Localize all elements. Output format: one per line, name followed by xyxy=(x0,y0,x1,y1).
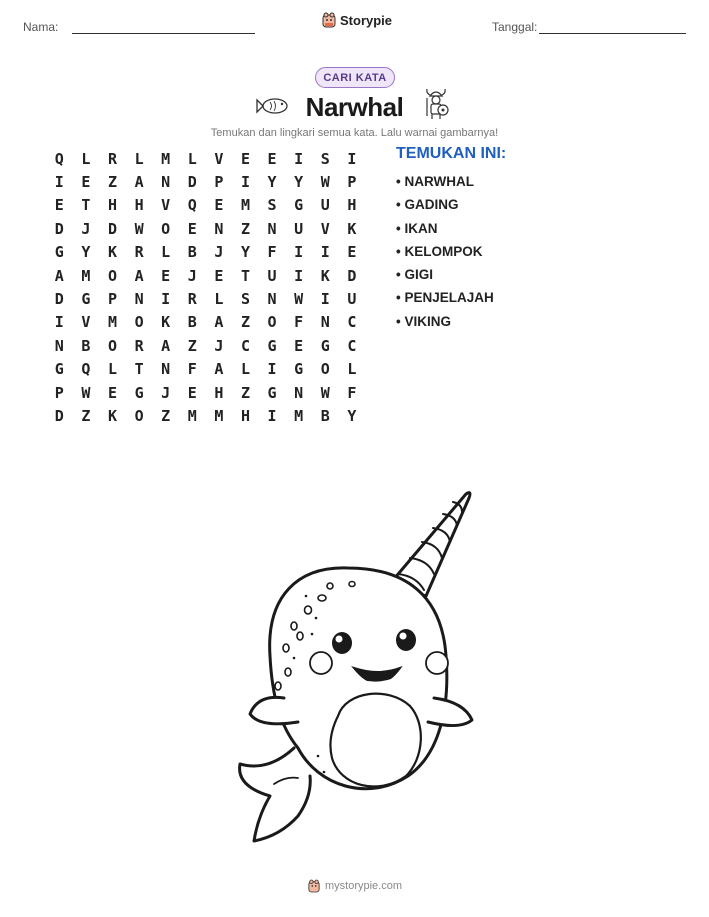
grid-cell[interactable]: J xyxy=(81,219,91,238)
grid-cell[interactable]: E xyxy=(81,173,91,192)
category-badge: CARI KATA xyxy=(315,67,395,88)
grid-cell[interactable]: L xyxy=(161,243,171,262)
grid-cell[interactable]: K xyxy=(107,406,117,425)
grid-cell[interactable]: G xyxy=(134,383,144,402)
grid-cell[interactable]: D xyxy=(107,219,117,238)
grid-cell[interactable]: H xyxy=(107,196,117,215)
grid-cell[interactable]: O xyxy=(134,406,144,425)
grid-cell[interactable]: O xyxy=(107,336,117,355)
grid-cell[interactable]: Y xyxy=(267,173,277,192)
grid-cell[interactable]: O xyxy=(267,313,277,332)
grid-cell[interactable]: H xyxy=(214,383,224,402)
grid-cell[interactable]: N xyxy=(214,219,224,238)
grid-cell[interactable]: Y xyxy=(347,406,357,425)
word-list-item: • GIGI xyxy=(396,263,494,286)
grid-cell[interactable]: Z xyxy=(81,406,91,425)
grid-cell[interactable]: G xyxy=(54,360,64,379)
word-list-item: • IKAN xyxy=(396,217,494,240)
grid-cell[interactable]: D xyxy=(54,290,64,309)
grid-cell[interactable]: A xyxy=(214,313,224,332)
grid-cell[interactable]: I xyxy=(161,290,171,309)
grid-cell[interactable]: T xyxy=(240,266,250,285)
grid-cell[interactable]: K xyxy=(347,219,357,238)
word-list-item: • PENJELAJAH xyxy=(396,286,494,309)
grid-cell[interactable]: L xyxy=(187,149,197,168)
grid-cell[interactable]: V xyxy=(320,219,330,238)
grid-cell[interactable]: G xyxy=(320,336,330,355)
grid-cell[interactable]: E xyxy=(214,196,224,215)
grid-cell[interactable]: E xyxy=(54,196,64,215)
grid-cell[interactable]: D xyxy=(347,266,357,285)
grid-cell[interactable]: N xyxy=(161,360,171,379)
grid-cell[interactable]: Q xyxy=(187,196,197,215)
grid-cell[interactable]: L xyxy=(347,360,357,379)
grid-cell[interactable]: L xyxy=(81,149,91,168)
grid-cell[interactable]: V xyxy=(214,149,224,168)
narwhal-coloring-illustration[interactable] xyxy=(228,486,478,856)
grid-cell[interactable]: E xyxy=(347,243,357,262)
word-list-item: • KELOMPOK xyxy=(396,240,494,263)
grid-cell[interactable]: M xyxy=(187,406,197,425)
grid-cell[interactable]: C xyxy=(347,313,357,332)
grid-cell[interactable]: Z xyxy=(240,383,250,402)
grid-cell[interactable]: T xyxy=(81,196,91,215)
grid-cell[interactable]: O xyxy=(107,266,117,285)
page-title: Narwhal xyxy=(305,92,404,122)
grid-cell[interactable]: F xyxy=(347,383,357,402)
footer xyxy=(308,879,402,893)
grid-cell[interactable]: M xyxy=(240,196,250,215)
grid-cell[interactable]: G xyxy=(267,336,277,355)
grid-cell[interactable]: I xyxy=(54,313,64,332)
grid-cell[interactable]: Z xyxy=(240,219,250,238)
brand-logo xyxy=(322,12,392,28)
grid-cell[interactable]: R xyxy=(107,149,117,168)
grid-cell[interactable]: Q xyxy=(54,149,64,168)
grid-cell[interactable]: D xyxy=(54,219,64,238)
grid-cell[interactable]: J xyxy=(187,266,197,285)
grid-cell[interactable]: G xyxy=(294,360,304,379)
grid-cell[interactable]: I xyxy=(294,266,304,285)
grid-cell[interactable]: Z xyxy=(187,336,197,355)
grid-cell[interactable]: J xyxy=(161,383,171,402)
grid-cell[interactable]: A xyxy=(134,173,144,192)
grid-cell[interactable]: U xyxy=(347,290,357,309)
grid-cell[interactable]: K xyxy=(107,243,117,262)
grid-cell[interactable]: B xyxy=(320,406,330,425)
grid-cell[interactable]: Z xyxy=(240,313,250,332)
grid-cell[interactable]: D xyxy=(54,406,64,425)
word-list-item: • VIKING xyxy=(396,310,494,333)
grid-cell[interactable]: B xyxy=(187,313,197,332)
word-list-item: • GADING xyxy=(396,193,494,216)
grid-cell[interactable]: E xyxy=(214,266,224,285)
grid-cell[interactable]: D xyxy=(187,173,197,192)
grid-cell[interactable]: G xyxy=(294,196,304,215)
grid-cell[interactable]: A xyxy=(161,336,171,355)
grid-cell[interactable]: S xyxy=(267,196,277,215)
grid-cell[interactable]: V xyxy=(161,196,171,215)
grid-cell[interactable]: B xyxy=(187,243,197,262)
word-list-item: • NARWHAL xyxy=(396,170,494,193)
grid-cell[interactable]: M xyxy=(214,406,224,425)
word-list-title: TEMUKAN INI: xyxy=(396,145,507,162)
grid-cell[interactable]: N xyxy=(161,173,171,192)
grid-cell[interactable]: E xyxy=(294,336,304,355)
grid-cell[interactable]: G xyxy=(54,243,64,262)
grid-cell[interactable]: O xyxy=(320,360,330,379)
grid-cell[interactable]: H xyxy=(347,196,357,215)
grid-cell[interactable]: Z xyxy=(161,406,171,425)
grid-cell[interactable]: N xyxy=(267,290,277,309)
grid-cell[interactable]: O xyxy=(161,219,171,238)
grid-cell[interactable]: I xyxy=(240,173,250,192)
grid-cell[interactable]: T xyxy=(134,360,144,379)
grid-cell[interactable]: C xyxy=(347,336,357,355)
grid-cell[interactable]: I xyxy=(267,406,277,425)
grid-cell[interactable]: G xyxy=(267,383,277,402)
grid-cell[interactable]: M xyxy=(294,406,304,425)
grid-cell[interactable]: J xyxy=(214,336,224,355)
grid-cell[interactable]: S xyxy=(240,290,250,309)
grid-cell[interactable]: L xyxy=(214,290,224,309)
grid-cell[interactable]: M xyxy=(107,313,117,332)
grid-cell[interactable]: S xyxy=(320,149,330,168)
grid-cell[interactable]: W xyxy=(294,290,304,309)
grid-cell[interactable]: U xyxy=(320,196,330,215)
grid-cell[interactable]: Y xyxy=(81,243,91,262)
grid-cell[interactable]: L xyxy=(107,360,117,379)
date-label: Tanggal: xyxy=(492,20,538,34)
grid-cell[interactable]: N xyxy=(320,313,330,332)
grid-cell[interactable]: J xyxy=(214,243,224,262)
grid-cell[interactable]: A xyxy=(134,266,144,285)
grid-cell[interactable]: I xyxy=(347,149,357,168)
grid-cell[interactable]: U xyxy=(294,219,304,238)
grid-cell[interactable]: W xyxy=(134,219,144,238)
grid-cell[interactable]: B xyxy=(81,336,91,355)
grid-cell[interactable]: I xyxy=(320,243,330,262)
grid-cell[interactable]: Y xyxy=(240,243,250,262)
grid-cell[interactable]: E xyxy=(267,149,277,168)
grid-cell[interactable]: I xyxy=(267,360,277,379)
grid-cell[interactable]: L xyxy=(134,149,144,168)
word-search-grid[interactable] xyxy=(46,147,365,428)
grid-cell[interactable]: E xyxy=(161,266,171,285)
grid-cell[interactable]: F xyxy=(294,313,304,332)
grid-cell[interactable]: K xyxy=(320,266,330,285)
grid-cell[interactable]: A xyxy=(214,360,224,379)
brand-name: Storypie xyxy=(340,12,393,28)
name-line[interactable] xyxy=(72,33,255,34)
grid-cell[interactable]: W xyxy=(320,383,330,402)
grid-cell[interactable]: E xyxy=(240,149,250,168)
grid-cell[interactable]: M xyxy=(81,266,91,285)
grid-cell[interactable]: V xyxy=(81,313,91,332)
grid-cell[interactable]: E xyxy=(187,383,197,402)
name-label: Nama: xyxy=(23,20,59,34)
instruction-text: Temukan dan lingkari semua kata. Lalu warnai gambarnya! xyxy=(210,127,499,139)
grid-cell[interactable]: Y xyxy=(294,173,304,192)
grid-cell[interactable]: I xyxy=(54,173,64,192)
grid-cell[interactable]: P xyxy=(347,173,357,192)
grid-cell[interactable]: I xyxy=(294,149,304,168)
grid-cell[interactable]: I xyxy=(294,243,304,262)
grid-cell[interactable]: P xyxy=(107,290,117,309)
grid-cell[interactable]: P xyxy=(54,383,64,402)
grid-cell[interactable]: N xyxy=(134,290,144,309)
grid-cell[interactable]: Q xyxy=(81,360,91,379)
grid-cell[interactable]: R xyxy=(134,243,144,262)
grid-cell[interactable]: H xyxy=(240,406,250,425)
grid-cell[interactable]: L xyxy=(240,360,250,379)
grid-cell[interactable]: M xyxy=(161,149,171,168)
grid-cell[interactable]: F xyxy=(267,243,277,262)
grid-cell[interactable]: Z xyxy=(107,173,117,192)
grid-cell[interactable]: U xyxy=(267,266,277,285)
grid-cell[interactable]: K xyxy=(161,313,171,332)
grid-cell[interactable]: E xyxy=(187,219,197,238)
grid-cell[interactable]: P xyxy=(214,173,224,192)
grid-cell[interactable]: R xyxy=(134,336,144,355)
storypie-footer-icon xyxy=(308,879,320,893)
grid-cell[interactable]: F xyxy=(187,360,197,379)
grid-cell[interactable]: H xyxy=(134,196,144,215)
grid-cell[interactable]: W xyxy=(81,383,91,402)
grid-cell[interactable]: N xyxy=(54,336,64,355)
date-line[interactable] xyxy=(539,33,686,34)
word-list xyxy=(396,170,494,333)
grid-cell[interactable]: N xyxy=(267,219,277,238)
grid-cell[interactable]: A xyxy=(54,266,64,285)
grid-cell[interactable]: W xyxy=(320,173,330,192)
grid-cell[interactable]: E xyxy=(107,383,117,402)
grid-cell[interactable]: O xyxy=(134,313,144,332)
grid-cell[interactable]: I xyxy=(320,290,330,309)
storypie-logo-icon xyxy=(322,12,336,28)
grid-cell[interactable]: N xyxy=(294,383,304,402)
grid-cell[interactable]: R xyxy=(187,290,197,309)
viking-icon xyxy=(422,88,450,120)
grid-cell[interactable]: C xyxy=(240,336,250,355)
footer-url[interactable]: mystorypie.com xyxy=(325,880,403,892)
grid-cell[interactable]: G xyxy=(81,290,91,309)
